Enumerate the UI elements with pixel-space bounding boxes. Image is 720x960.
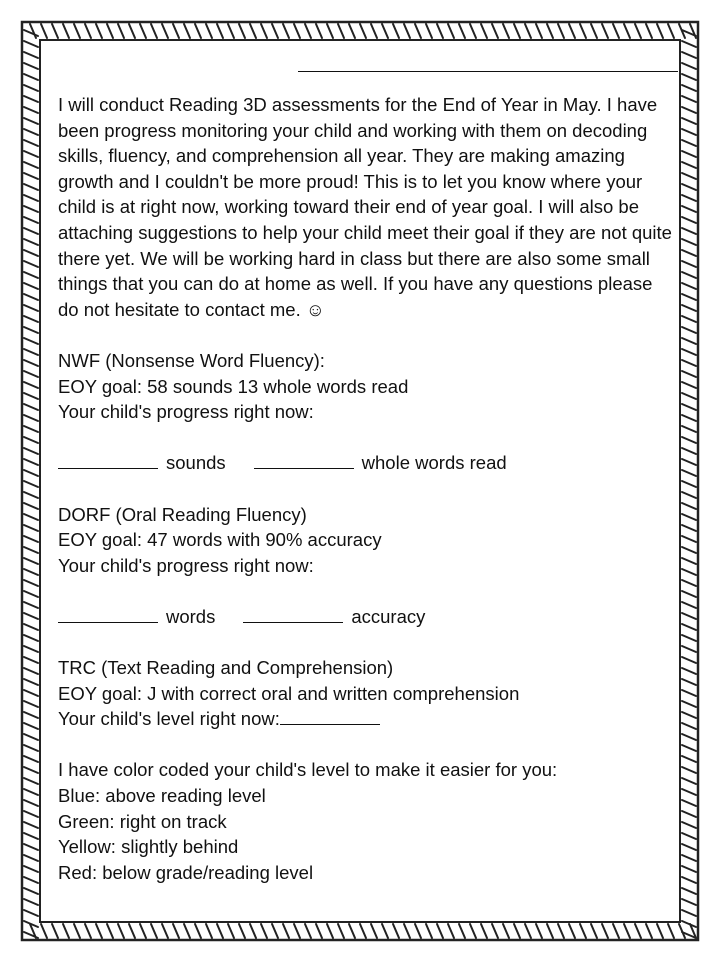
dorf-section: [58, 502, 678, 630]
nwf-words-blank: [254, 451, 354, 469]
dorf-progress-label: Your child's progress right now:: [58, 554, 314, 576]
nwf-title: NWF (Nonsense Word Fluency):: [58, 349, 325, 371]
name-blank-line: [298, 71, 678, 72]
dorf-accuracy-label: accuracy: [351, 605, 426, 627]
color-key-green: Green: right on track: [58, 810, 227, 832]
nwf-sounds-blank: [58, 451, 158, 469]
nwf-section: [58, 348, 678, 476]
trc-section: [58, 655, 678, 732]
dorf-words-blank: [58, 605, 158, 623]
nwf-goal: EOY goal: 58 sounds 13 whole words read: [58, 375, 409, 397]
dorf-words-label: words: [166, 605, 216, 627]
dorf-blanks: [58, 604, 678, 630]
intro-paragraph: I will conduct Reading 3D assessments for the End of Year in May. I have been progress monitoring your child and working with them on decoding skills, fluency, and comprehension all year. They are making amazing growth and I couldn't be more proud! This is to let you know where your child is at right now, working toward their end of year goal. I will also be attaching suggestions to help your child meet their goal if they are not quite there yet. We will be working hard in class but there are also some small things that you can do at home as well. If you have any questions please do not hesitate to contact me. ☺: [58, 94, 672, 320]
nwf-sounds-label: sounds: [166, 452, 226, 474]
color-key-blue: Blue: above reading level: [58, 785, 266, 807]
dorf-title: DORF (Oral Reading Fluency): [58, 503, 307, 525]
trc-level-blank: [280, 707, 380, 725]
dorf-accuracy-blank: [243, 605, 343, 623]
dorf-goal: EOY goal: 47 words with 90% accuracy: [58, 529, 382, 551]
nwf-words-label: whole words read: [361, 452, 507, 474]
color-key-yellow: Yellow: slightly behind: [58, 836, 239, 858]
nwf-blanks: [58, 450, 678, 476]
color-key-section: [58, 757, 678, 885]
trc-level-label: Your child's level right now:: [58, 708, 280, 730]
trc-goal: EOY goal: J with correct oral and written comprehension: [58, 682, 520, 704]
trc-level-row: [58, 706, 678, 732]
nwf-progress-label: Your child's progress right now:: [58, 401, 314, 423]
color-key-red: Red: below grade/reading level: [58, 861, 314, 883]
letter-body: [58, 92, 678, 885]
color-key-intro: I have color coded your child's level to make it easier for you:: [58, 759, 558, 781]
trc-title: TRC (Text Reading and Comprehension): [58, 657, 394, 679]
